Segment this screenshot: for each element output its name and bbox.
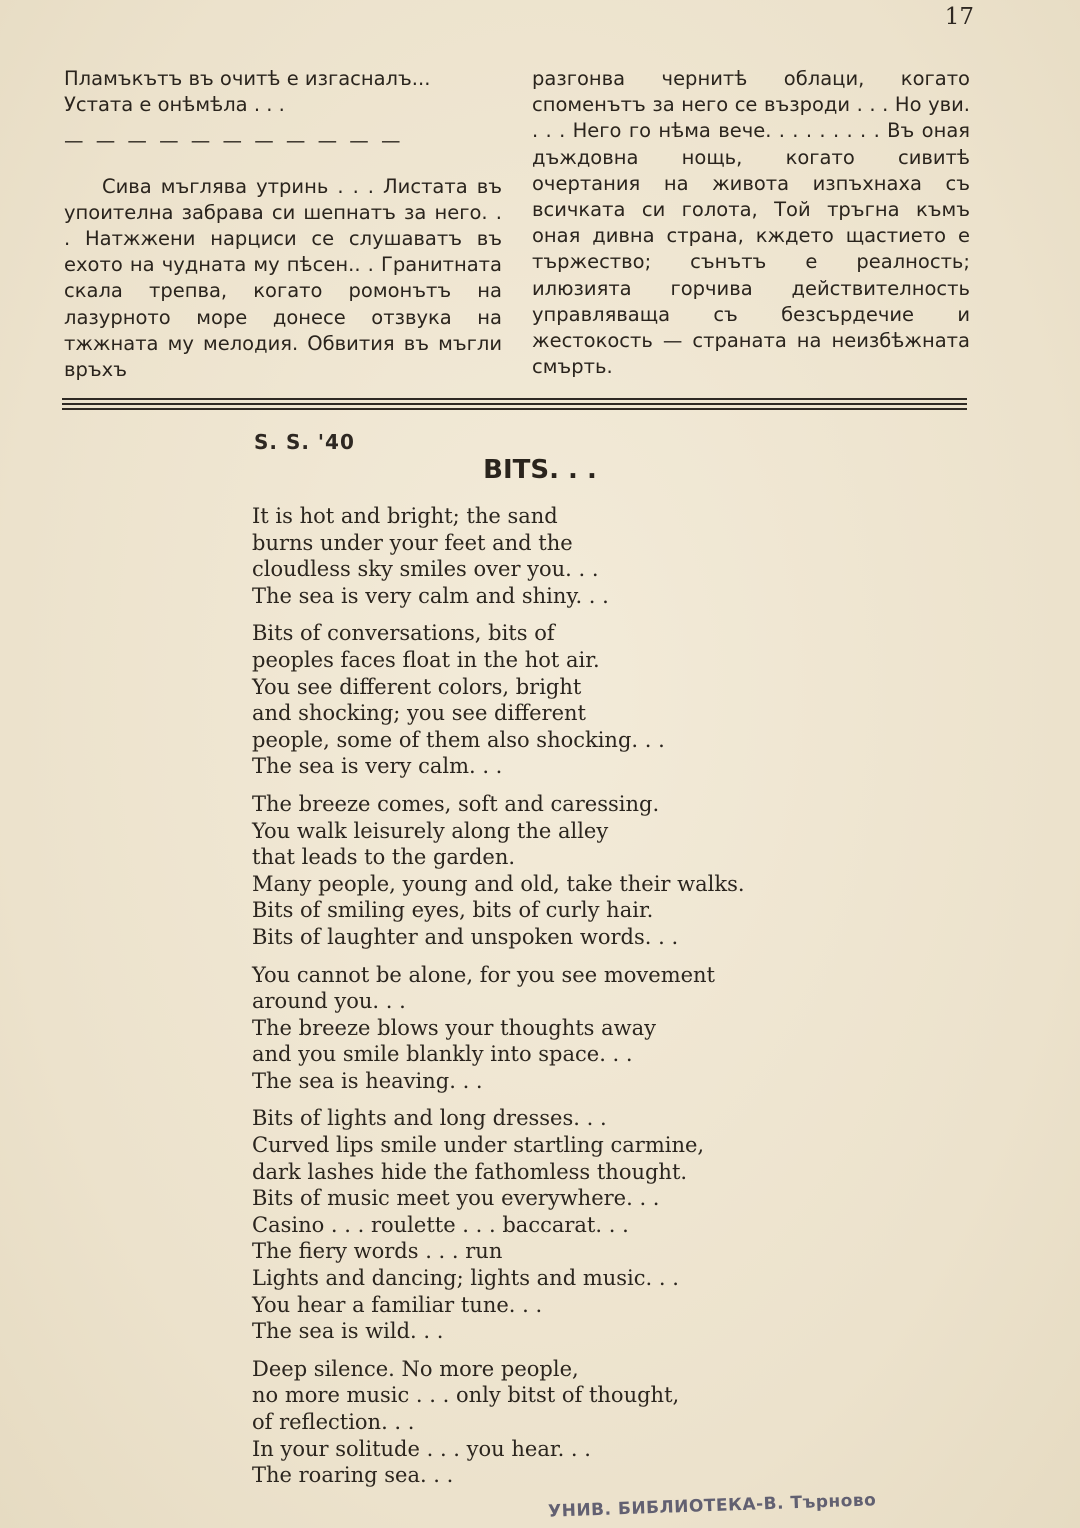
left-column	[64, 66, 502, 383]
poem-line: Bits of laughter and unspoken words. . .	[252, 924, 679, 949]
poem-line: Bits of lights and long dresses. . .	[252, 1106, 607, 1131]
poem-line: Many people, young and old, take their walks.	[252, 871, 745, 896]
poem-line: The sea is wild. . .	[252, 1319, 444, 1344]
poem-line: You see different colors, bright	[252, 674, 582, 699]
poem-title: BITS. . .	[483, 455, 597, 485]
poem-line: The sea is very calm and shiny. . .	[252, 583, 609, 608]
page-number: 17	[944, 4, 974, 30]
poem-line: Bits of music meet you everywhere. . .	[252, 1186, 660, 1211]
poem-line: Bits of conversations, bits of	[252, 621, 555, 646]
poem-line: burns under your feet and the	[252, 530, 573, 555]
poem-line: You hear a familiar tune. . .	[252, 1292, 543, 1317]
poem-line: The sea is very calm. . .	[252, 754, 503, 779]
poem-line: In your solitude . . . you hear. . .	[252, 1436, 591, 1461]
poem-line: that leads to the garden.	[252, 845, 516, 870]
right-paragraph: разгонва чернитѣ облаци, когато споменътъ за него се възроди . . . Но уви. . . . Него го нѣма вече. . . . . . . . . Въ оная дъждовна нощь, когато сивитѣ очертания на живота изпъхнаха съ всичката си голота, Той тръгна къмъ оная дивна страна, кждето щастието е тържество; сънътъ е реалность; илюзията горчива действителность управляваща съ безсърдечие и жестокость — страната на неизбѣжната смърть.	[532, 67, 970, 379]
poem-line: and shocking; you see different	[252, 701, 586, 726]
poem-line: Curved lips smile under startling carmine,	[252, 1133, 705, 1158]
poem-line: of reflection. . .	[252, 1410, 415, 1434]
poem-line: You cannot be alone, for you see movement	[252, 962, 715, 987]
left-line-1: Пламъкътъ въ очитѣ е изгасналъ...	[64, 67, 431, 90]
poem-body	[252, 503, 832, 1500]
poem-line: You walk leisurely along the alley	[252, 818, 609, 843]
poem-line: Bits of smiling eyes, bits of curly hair.	[252, 898, 654, 923]
poem-line: Deep silence. No more people,	[252, 1356, 579, 1381]
poem-line: The fiery words . . . run	[252, 1239, 503, 1264]
poem-line: The roaring sea. . .	[252, 1463, 454, 1488]
poem-line: The sea is heaving. . .	[252, 1068, 483, 1093]
poem-line: and you smile blankly into space. . .	[252, 1042, 633, 1067]
poem-line: people, some of them also shocking. . .	[252, 727, 665, 752]
poem-line: It is hot and bright; the sand	[252, 504, 558, 528]
poem-line: dark lashes hide the fathomless thought.	[252, 1159, 688, 1184]
poem-line: around you. . .	[252, 989, 406, 1014]
poem-stanza	[252, 791, 832, 951]
poem-line: no more music . . . only bitst of thought,	[252, 1383, 680, 1408]
section-divider	[62, 398, 967, 410]
poem-line: peoples faces float in the hot air.	[252, 647, 600, 672]
poem-line: The breeze comes, soft and caressing.	[252, 791, 660, 816]
poem-stanza	[252, 1356, 832, 1489]
poem-stanza	[252, 620, 832, 780]
poem-line: Casino . . . roulette . . . baccarat. . .	[252, 1212, 629, 1237]
left-paragraph: Сива мъглява утринь . . . Листата въ упоителна забрава си шепнатъ за него. . . Натжжени нарциси се слушаватъ въ ехото на чудната му пѣсен.. . Гранитната скала трепва, когато ромонътъ на лазурното море донесе отзвука на тжжната му мелодия. Обвития въ мъгли връхъ	[64, 174, 502, 382]
poem-stanza	[252, 503, 832, 609]
left-line-2: Устата е онѣмѣла . . .	[64, 93, 285, 117]
dash-separator: — — — — — — — — — — —	[64, 129, 404, 153]
library-stamp: УНИВ. БИБЛИОТЕКА-В. Търново	[547, 1490, 877, 1522]
poem-author: S. S. '40	[254, 430, 355, 454]
poem-line: Lights and dancing; lights and music. . .	[252, 1266, 679, 1291]
poem-line: The breeze blows your thoughts away	[252, 1015, 656, 1040]
right-column	[532, 66, 970, 380]
poem-stanza	[252, 962, 832, 1095]
poem-line: cloudless sky smiles over you. . .	[252, 557, 599, 582]
poem-stanza	[252, 1105, 832, 1344]
